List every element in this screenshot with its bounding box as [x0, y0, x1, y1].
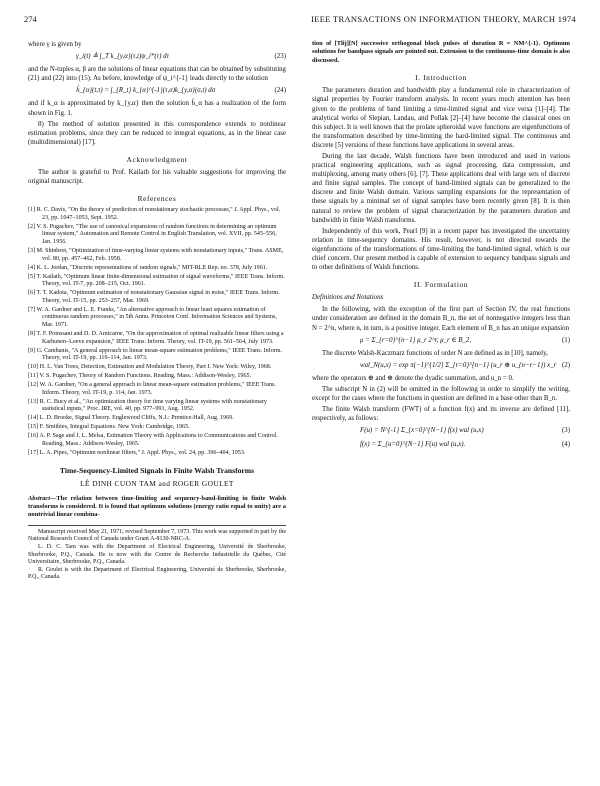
equation-4 [312, 440, 570, 449]
reference-item: [1] R. C. Davis, "On the theory of prediction of nonstationary stochastic processes," J. Appl. Phys., vol. 23, pp. 1047–1053, Sept. 1952. [28, 207, 281, 221]
section-heading-formulation: II. Formulation [413, 280, 469, 290]
acknowledgment-text: The author is grateful to Prof. Kailath for his valuable suggestions for improving the original manuscript. [28, 169, 286, 186]
acknowledgment-heading: Acknowledgment [126, 154, 188, 164]
paragraph: where the operators ⊕ and ⊕ denote the dyadic summation, and u_n = 0. [312, 374, 514, 382]
equation-23 [28, 52, 286, 61]
reference-item: [4] K. L. Jordan, "Discrete representations of random signals," MIT-RLE Rep. no. 378, July 1961. [28, 264, 268, 271]
footnotes [28, 525, 286, 582]
paragraph: The parameters duration and bandwidth play a fundamental role in characterization of signal properties by Fourier transform analysis. In recent years much attention has been given to the problems of band limiting a time-limited signal and vice versa [1]–[4]. The analytical works of Slepian, Landau, and Pollak [2]–[4] have become the classical ones on this subject. It is well known that the prolate spheroidal wave functions are eigenfunctions of the transformation described by time-limiting the hard-limited signal. The continuous and discrete [5] versions of these functions have applications in several areas. [312, 87, 570, 149]
abstract-label: Abstract— [28, 494, 57, 502]
page-number: 274 [24, 14, 37, 24]
paragraph: The discrete Walsh-Kaczmarz functions of order N are defined as in [10], namely, [322, 349, 548, 357]
reference-item: [14] L. D. Brooke, Signal Theory. Englewood Cliffs, N.J.: Prentice-Hall, Aug. 1969. [28, 415, 234, 422]
paper-title: Time-Sequency-Limited Signals in Finite Walsh Transforms [59, 466, 255, 476]
abstract-continuation: tion of [Tlij][N] successive orthogonal block pulses of duration R = NM^{-1}. Optimum solutions for bandpass signals are pointed out. Extension to the continuous-time domain is also discussed. [312, 40, 570, 64]
reference-item: [15] F. Smithies, Integral Equations. New York: Cambridge, 1965. [28, 424, 190, 431]
abstract [28, 495, 286, 520]
reference-item: [17] L. A. Pipes, "Optimum nonlinear filters," J. Appl. Phys., vol. 24, pp. 396–404, 1953. [28, 449, 246, 456]
equation-24 [28, 86, 286, 95]
paper-authors: LÊ DINH CUON TAM and ROGER GOULET [80, 479, 234, 489]
equation-number: (4) [561, 440, 570, 448]
reference-list [28, 207, 286, 457]
reference-item: [13] R. C. Bucy et al., "An optimization theory for time varying linear systems with nonstationary statistical inputs," Proc. IRE, vol. 40, pp. 977–991, Aug. 1952. [28, 398, 267, 413]
paragraph: 8) The method of solution presented in this correspondence extends to nonlinear estimation problems, since they can be reduced to integral equations, as in the linear case (multidimensional) [17]. [28, 120, 286, 146]
reference-item: [10] H. L. Van Trees, Detection, Estimation and Modulation Theory, Part I. New York: Wiley, 1968. [28, 364, 272, 371]
equation-1 [312, 336, 570, 345]
equation-body: μ = Σ_{r=0}^{n−1} μ_r 2^r, μ_r ∈ B_2, [360, 336, 472, 344]
references-heading: References [137, 194, 177, 204]
footnote: Manuscript received May 21, 1971; revised September 7, 1973. This work was supported in part by the National Research Council of Canada under Grant A-8130-NRC-A. [28, 528, 287, 543]
subsection-heading: Definitions and Notations [312, 294, 384, 302]
reference-item: [6] T. T. Kadota, "Optimum estimation of nonstationary Gaussian signal in noise," IEEE Trans. Inform. Theory, vol. IT-15, pp. 253–257, Mar. 1969. [28, 290, 280, 304]
reference-item: [11] V. S. Pugachev, Theory of Random Functions. Reading, Mass.: Addison-Wesley, 1965. [28, 373, 252, 380]
paragraph: and the N-tuples α, β are the solutions of linear equations that can be obtained by substituting (21) and (22) into (15). As before, knowledge of ψ_i^{-1} leads directly to the solution [28, 66, 286, 83]
reference-item: [16] A. P. Sage and J. L. Melsa, Estimation Theory with Applications to Communications and Control. Reading, Mass.: Addison-Wesley, 1965. [28, 433, 278, 447]
equation-3 [312, 426, 570, 435]
page-header [24, 14, 576, 26]
footnote: L. D. C. Tam was with the Department of Electrical Engineering, Université de Sherbrooke, Sherbrooke, P.Q., Canada. He is now with the Centre de Recherche Industrielle du Québec, Cité Universitaire, Sherbrooke, P.Q., Canada. [28, 543, 286, 566]
equation-number: (24) [274, 87, 286, 95]
equation-number: (23) [274, 53, 286, 61]
equation-number: (1) [561, 336, 570, 344]
paragraph: Independently of this work, Pearl [9] in a recent paper has investigated the uncertainty relation in time-sequency domains. His result, however, is not directed towards the eigenfunctions of the transformations of time-limiting the band-limited signal, which is our chief concern. Our present method is capable of extension to sequency bandpass signals and to other definitions of Walsh functions. [312, 227, 570, 272]
reference-item: [3] M. Shinbrot, "Optimization of time-varying linear systems with nonstationary inputs," Trans. ASME, vol. 80, pp. 457–462, Feb. 1958. [28, 248, 284, 262]
paragraph: where γ is given by [28, 41, 82, 48]
equation-2 [312, 361, 570, 370]
equation-body: γ_i(t) ≜ ∫_T k_{y,α}(τ,t)ψ_i*(τ) dτ [76, 53, 170, 61]
reference-item: [5] T. Kailath, "Optimum linear finite-dimensional estimation of signal waveforms," IEEE Trans. Inform. Theory, vol. IT-7, pp. 208–215, Oct. 1961. [28, 273, 285, 288]
reference-item: [9] G. Cambanis, "A general approach to linear mean-square estimation problems," IEEE Trans. Inform. Theory, vol. IT-19, pp. 110–114, Jan. 1973. [28, 347, 283, 362]
reference-item: [8] T. F. Poinssant and D. D. Amicarne, "On the approximation of optimal realizable linear filters using a Karhunen–Loeve expansion," IEEE Trans. Inform. Theory, vol. IT-19, pp. 561–564, July 1973. [28, 330, 284, 345]
equation-number: (3) [561, 427, 570, 435]
equation-body: F(u) = N^{-1} Σ_{x=0}^{N−1} f(x) wal (u,x) [360, 427, 484, 435]
footnote: R. Goulet is with the Department of Electrical Engineering, Université de Sherbrooke, Sherbrooke, P.Q., Canada. [28, 566, 286, 581]
paragraph: and if k_α is approximated by k_{y,α} then the solution ĥ_α has a realization of the form shown in Fig. 1. [28, 100, 286, 117]
equation-number: (2) [561, 361, 570, 369]
paragraph: The finite Walsh transform (FWT) of a function f(x) and its inverse are defined [11], respectively, as follows: [312, 406, 570, 423]
equation-body: f(x) = Σ_{u=0}^{N−1} F(u) wal (u,x). [360, 440, 466, 448]
paragraph: In the following, with the exception of the first part of Section IV, the real functions under consideration are defined in the domain B_n, the set of nonnegative integers less than N = 2^n, where n, in turn, is a positive integer. Each element of B_n has an unique expansion [312, 306, 570, 332]
abstract-text: The relation between time-limiting and sequency-band-limiting in finite Walsh transforms is considered. It is found that optimum solutions (energy ratio equal to unity) are a nontrivial linear combina- [28, 494, 286, 519]
journal-running-head: IEEE TRANSACTIONS ON INFORMATION THEORY, MARCH 1974 [311, 14, 576, 24]
paragraph: The subscript N in (2) will be omitted in the following in order to simplify the writing, except for the cases where the functions in question are defined in a base other than B_n. [312, 386, 570, 403]
reference-item: [7] W. A. Gardner and L. E. Franks, "An alternative approach to linear least squares estimation of continuous random processes," in 5th Annu. Princeton Conf. Information Sciences and Systems, Mar. 1971. [28, 306, 277, 328]
reference-item: [12] W. A. Gardner, "On a general approach to linear mean-square estimation problems," IEEE Trans. Inform. Theory, vol. IT-19, p. 114, Jan. 1973. [28, 382, 276, 396]
paragraph: During the last decade, Walsh functions have been introduced and used in various practical engineering applications, such as signal processing, data compression, and multiplexing, among many others [6], [7]. These applications deal with large sets of discrete and finite signal samples. The concept of band-limited signals can be generalized to the discrete and finite Walsh domain. Various sampling expansions for the representation of these signals by a minimal set of signal samples have been recently given [8]. It is then natural to review the problem of signal characterization by the parameters duration and bandwidth in finite Walsh transforms. [312, 152, 570, 224]
reference-item: [2] V. S. Pugachev, "The use of canonical expansions of random functions in determining an optimum linear system," Automation and Remote Control in English Translation, vol. XVII, pp. 545–556, Jan. 1956. [28, 223, 277, 246]
left-column [28, 40, 286, 582]
equation-body: ĥ_{α}(t,τ) = ∫_{R_t} k_{α}^{-1}(τ,σ)k_{y,α}(σ,t) dσ [76, 87, 216, 95]
right-column [312, 40, 570, 453]
equation-body: wal_N(u,x) = exp π(−1)^{1/2} Σ_{r=0}^{n−1} (u_r ⊕ u_{n−r−1}) x_r [360, 361, 557, 369]
section-heading-introduction: I. Introduction [415, 73, 467, 83]
